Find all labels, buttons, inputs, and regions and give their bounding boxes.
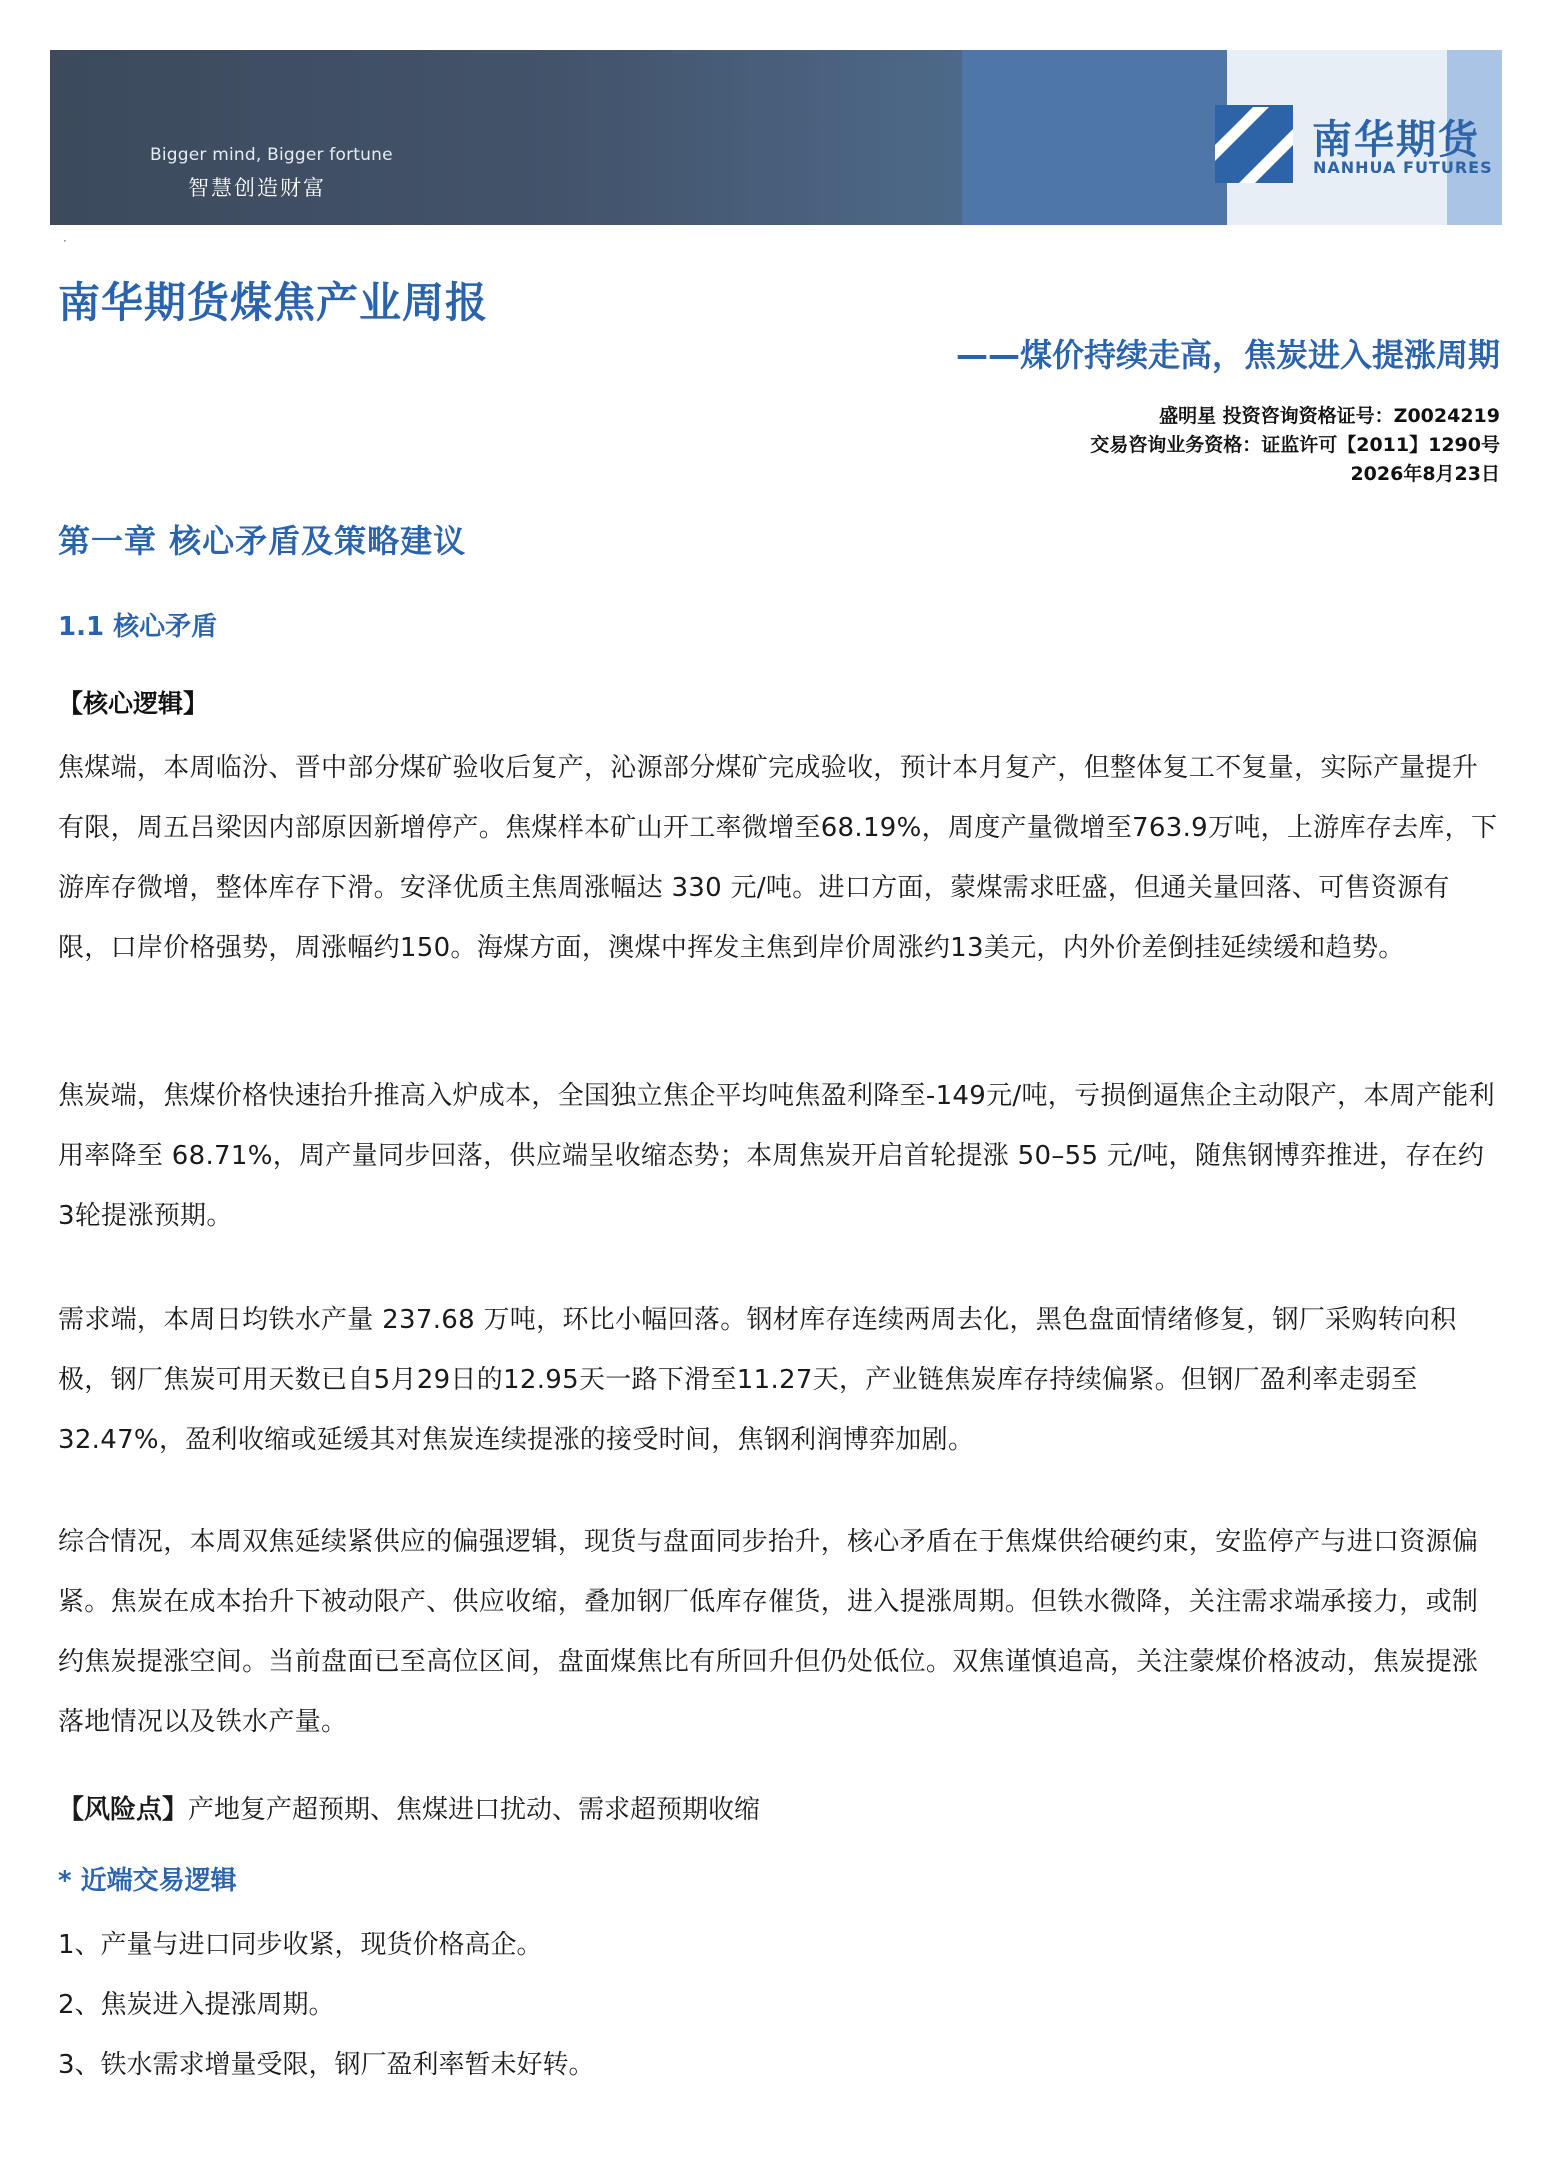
author-line: 盛明星 投资咨询资格证号：Z0024219 bbox=[1159, 405, 1500, 427]
core-logic-heading: 【核心逻辑】 bbox=[58, 689, 209, 718]
list-item: 2、焦炭进入提涨周期。 bbox=[58, 1990, 335, 2020]
risk-text: 产地复产超预期、焦煤进口扰动、需求超预期收缩 bbox=[188, 1795, 761, 1825]
risk-label: 【风险点】 bbox=[58, 1795, 189, 1825]
decorative-dot: · bbox=[63, 234, 67, 248]
report-date: 2026年8月23日 bbox=[1350, 463, 1500, 485]
list-item: 3、铁水需求增量受限，钢厂盈利率暂未好转。 bbox=[58, 2050, 595, 2080]
near-term-logic-title: * 近端交易逻辑 bbox=[58, 1866, 237, 1896]
list-item: 1、产量与进口同步收紧，现货价格高企。 bbox=[58, 1930, 543, 1960]
header-banner bbox=[50, 50, 1502, 225]
nanhua-logo-icon bbox=[1215, 105, 1293, 183]
section-title: 1.1 核心矛盾 bbox=[58, 612, 218, 642]
logo-text-chinese: 南华期货 bbox=[1312, 117, 1480, 163]
slogan-chinese: 智慧创造财富 bbox=[188, 176, 326, 200]
report-subtitle: ——煤价持续走高，焦炭进入提涨周期 bbox=[955, 336, 1500, 374]
paragraph-coke: 焦炭端，焦煤价格快速抬升推高入炉成本，全国独立焦企平均吨焦盈利降至-149元/吨，亏损倒逼焦企主动限产，本周产能利用率降至 68.71%，周产量同步回落，供应端呈收缩态势；本周焦炭开启首轮提涨 50–55 元/吨，随焦钢博弈推进，存在约3轮提涨预期。 bbox=[58, 1081, 1495, 1231]
paragraph-coking-coal: 焦煤端，本周临汾、晋中部分煤矿验收后复产，沁源部分煤矿完成验收，预计本月复产，但整体复工不复量，实际产量提升有限，周五吕梁因内部原因新增停产。焦煤样本矿山开工率微增至68.19%，周度产量微增至763.9万吨，上游库存去库，下游库存微增，整体库存下滑。安泽优质主焦周涨幅达 330 元/吨。进口方面，蒙煤需求旺盛，但通关量回落、可售资源有限，口岸价格强势，周涨幅约150。海煤方面，澳煤中挥发主焦到岸价周涨约13美元，内外价差倒挂延续缓和趋势。 bbox=[58, 753, 1498, 963]
banner-band bbox=[962, 50, 1227, 225]
chapter-title: 第一章 核心矛盾及策略建议 bbox=[58, 522, 467, 560]
slogan-english: Bigger mind, Bigger fortune bbox=[150, 145, 393, 165]
logo-text-english: NANHUA FUTURES bbox=[1313, 158, 1493, 177]
report-title: 南华期货煤焦产业周报 bbox=[58, 278, 489, 327]
license-line: 交易咨询业务资格：证监许可【2011】1290号 bbox=[1090, 434, 1500, 456]
author-meta bbox=[1090, 402, 1500, 489]
risk-line bbox=[58, 1780, 760, 1840]
paragraph-summary: 综合情况，本周双焦延续紧供应的偏强逻辑，现货与盘面同步抬升，核心矛盾在于焦煤供给硬约束，安监停产与进口资源偏紧。焦炭在成本抬升下被动限产、供应收缩，叠加钢厂低库存催货，进入提涨周期。但铁水微降，关注需求端承接力，或制约焦炭提涨空间。当前盘面已至高位区间，盘面煤焦比有所回升但仍处低位。双焦谨慎追高，关注蒙煤价格波动，焦炭提涨落地情况以及铁水产量。 bbox=[58, 1527, 1479, 1737]
paragraph-demand: 需求端，本周日均铁水产量 237.68 万吨，环比小幅回落。钢材库存连续两周去化，黑色盘面情绪修复，钢厂采购转向积极，钢厂焦炭可用天数已自5月29日的12.95天一路下滑至11.27天，产业链焦炭库存持续偏紧。但钢厂盈利率走弱至 32.47%，盈利收缩或延缓其对焦炭连续提涨的接受时间，焦钢利润博弈加剧。 bbox=[58, 1305, 1457, 1455]
